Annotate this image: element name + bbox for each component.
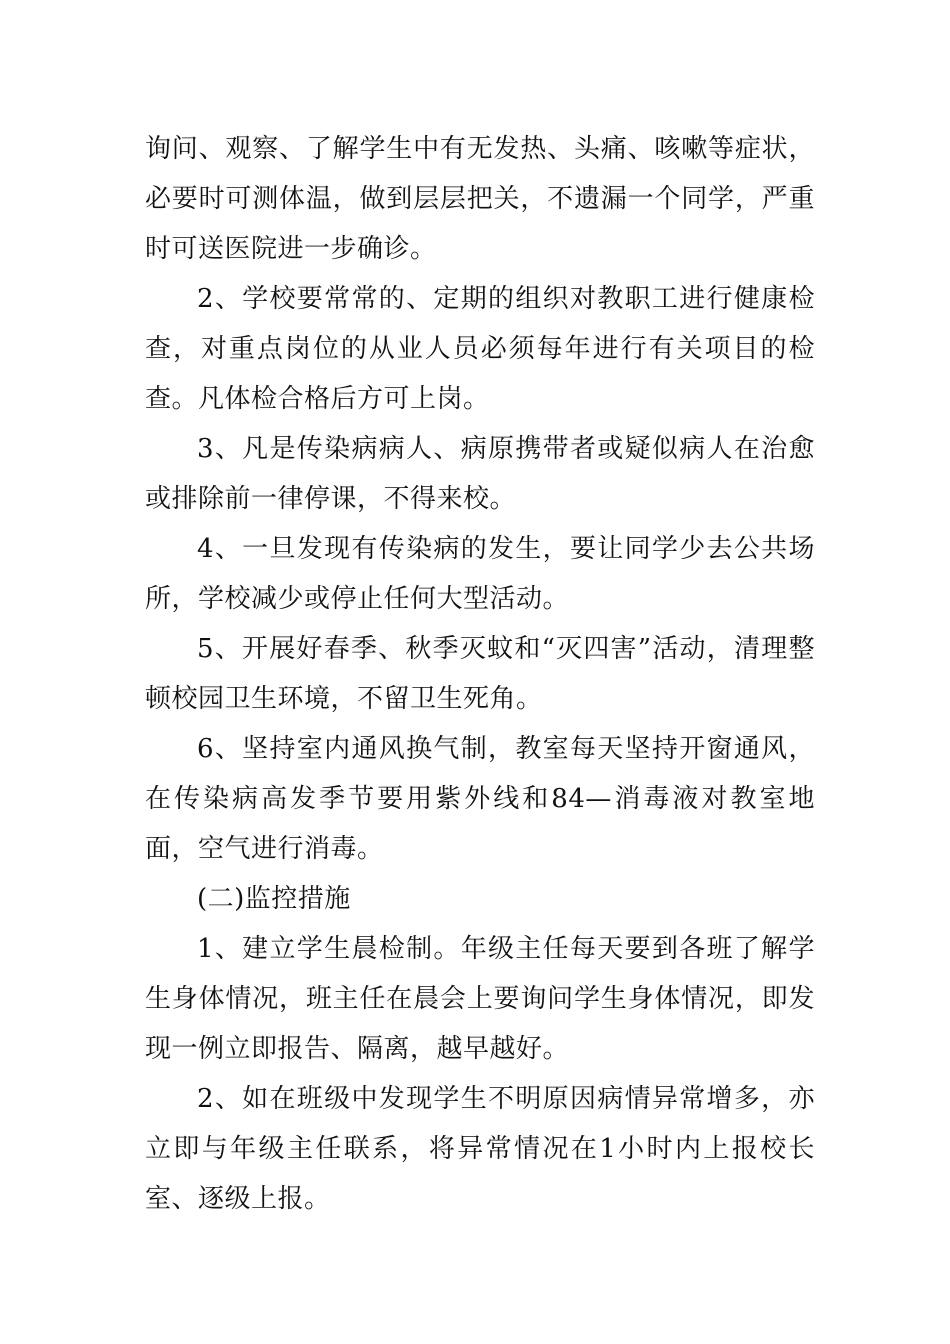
- paragraph-continuation: 询问、观察、了解学生中有无发热、头痛、咳嗽等症状，必要时可测体温，做到层层把关，不遗漏一个同学，严重时可送医院进一步确诊。: [145, 134, 815, 264]
- paragraph-item-4: 4、一旦发现有传染病的发生，要让同学少去公共场所，学校减少或停止任何大型活动。: [145, 534, 815, 614]
- document-body: [145, 124, 815, 1224]
- paragraph-item-6: 6、坚持室内通风换气制，教室每天坚持开窗通风，在传染病高发季节要用紫外线和84—消毒液对教室地面，空气进行消毒。: [145, 734, 815, 864]
- section-heading-monitoring: (二)监控措施: [197, 884, 351, 914]
- paragraph-monitoring-2: 2、如在班级中发现学生不明原因病情异常增多，亦立即与年级主任联系，将异常情况在1小时内上报校长室、逐级上报。: [145, 1084, 815, 1214]
- paragraph-item-3: 3、凡是传染病病人、病原携带者或疑似病人在治愈或排除前一律停课，不得来校。: [145, 434, 815, 514]
- paragraph-item-5: 5、开展好春季、秋季灭蚊和“灭四害”活动，清理整顿校园卫生环境，不留卫生死角。: [145, 634, 815, 714]
- paragraph-monitoring-1: 1、建立学生晨检制。年级主任每天要到各班了解学生身体情况，班主任在晨会上要询问学生身体情况，即发现一例立即报告、隔离，越早越好。: [145, 934, 815, 1064]
- paragraph-item-2: 2、学校要常常的、定期的组织对教职工进行健康检查，对重点岗位的从业人员必须每年进行有关项目的检查。凡体检合格后方可上岗。: [145, 284, 815, 414]
